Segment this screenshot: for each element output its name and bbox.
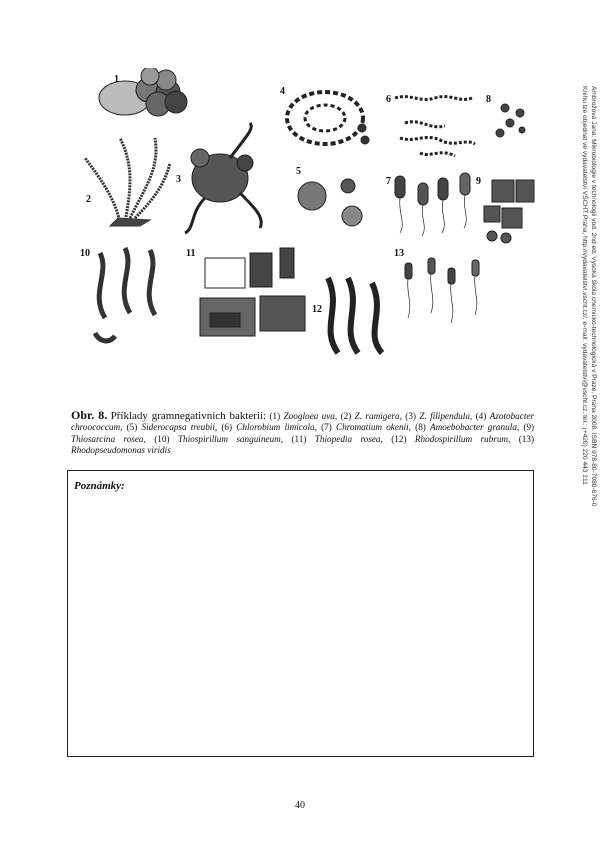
bacteria-drawings	[80, 68, 540, 358]
caption-item-separator: ,	[314, 422, 322, 433]
caption-item-separator: ,	[508, 433, 519, 444]
caption-item-separator: ,	[469, 411, 476, 421]
caption-item-species: Chromatium okenii	[335, 422, 409, 433]
caption-item-species: Rhodospirillum rubrum	[414, 433, 509, 444]
panel-number: 5	[296, 166, 301, 177]
caption-item-number: (7)	[321, 422, 336, 433]
caption-item-separator: ,	[214, 422, 222, 433]
caption-item-number: (13)	[518, 433, 535, 444]
amoebobacter-drawing	[496, 104, 525, 137]
caption-item-species: Thiosarcina rosea	[71, 433, 144, 444]
notes-box[interactable]	[67, 470, 534, 757]
caption-item-species: Amoebobacter granula	[430, 422, 517, 433]
thiosarcina-drawing	[484, 180, 534, 243]
page-number: 40	[295, 800, 305, 811]
caption-item-species: Z. ramigera	[354, 411, 400, 421]
caption-item-separator: ,	[408, 422, 416, 433]
caption-item-number: (12)	[391, 433, 415, 444]
panel-number: 1	[114, 74, 119, 85]
caption-item-number: (10)	[154, 433, 178, 444]
caption-item-separator: ,	[280, 433, 292, 444]
caption-item-species: Zoogloea uva	[283, 411, 335, 421]
caption-item-species: Thiospirillum sanguineum	[177, 433, 281, 444]
panel-number: 3	[176, 174, 181, 185]
side-note-line-1: Ambrožová Jana: Mikrobiologie v technologii vod. 2nd ed. Vysoká škola chemicko-technologická v Praze, Praha 2008. ISBN 978-80-7080-676-0	[590, 86, 597, 507]
panel-number: 6	[386, 94, 391, 105]
caption-item-number: (6)	[221, 422, 237, 433]
panel-number: 11	[186, 248, 196, 259]
caption-item-number: (2)	[340, 411, 355, 421]
siderocapsa-drawing	[298, 179, 362, 226]
caption-item-number: (11)	[291, 433, 315, 444]
panel-number: 7	[386, 176, 391, 187]
caption-item-species: Azotobacter chroococcum	[71, 411, 535, 433]
caption-item-number: (1)	[269, 411, 284, 421]
zoogloea-uva-drawing	[99, 68, 187, 116]
rhodopseudomonas-drawing	[405, 258, 479, 323]
panel-number: 8	[486, 94, 491, 105]
side-note-line-2: Knihu lze objednat ve vydavatelství VŠCHT Praha, http://vydavatelstvi.vscht.cz/, e-mail: vydavatelstvi@vscht.cz, tel.: (+420) 220 443 211	[581, 86, 588, 485]
side-publication-note	[568, 86, 598, 646]
caption-item-separator: ,	[516, 422, 524, 433]
bacteria-illustration	[80, 68, 540, 358]
caption-item-species: Z. filipendula	[419, 411, 470, 421]
figure-caption	[71, 410, 534, 457]
panel-number: 13	[394, 248, 404, 259]
caption-item-separator: ,	[380, 433, 392, 444]
caption-item-species: Siderocapsa treubii	[141, 422, 215, 433]
panel-number: 2	[86, 194, 91, 205]
caption-figure-label: Obr. 8.	[71, 408, 108, 422]
caption-item-number: (3)	[405, 411, 420, 421]
thiopedia-drawing	[200, 248, 305, 336]
caption-item-number: (8)	[415, 422, 431, 433]
caption-item-separator: ,	[334, 411, 341, 421]
panel-number: 10	[80, 248, 90, 259]
caption-item-species: Chlorobium limicola	[236, 422, 315, 433]
panel-number: 9	[476, 176, 481, 187]
zoogloea-filipendula-drawing	[185, 123, 261, 233]
panel-number: 12	[312, 304, 322, 315]
caption-item-number: (4)	[475, 411, 490, 421]
zoogloea-ramigera-drawing	[85, 138, 170, 226]
caption-item-separator: ,	[143, 433, 155, 444]
caption-item-separator: ,	[399, 411, 406, 421]
notes-label: Poznámky:	[74, 480, 125, 492]
chlorobium-drawing	[395, 97, 475, 156]
caption-item-number: (5)	[126, 422, 142, 433]
caption-intro: Příklady gramnegativních bakterií:	[110, 410, 267, 422]
caption-item-species: Thiopedia rosea	[314, 433, 381, 444]
caption-item-number: (9)	[523, 422, 535, 433]
thiospirillum-drawing	[95, 248, 155, 341]
azotobacter-drawing	[287, 92, 369, 144]
panel-number: 4	[280, 86, 285, 97]
caption-item-separator: ,	[120, 422, 127, 433]
rhodospirillum-drawing	[328, 278, 382, 353]
caption-item-species: Rhodopseudomonas viridis	[71, 445, 171, 456]
chromatium-drawing	[395, 173, 470, 236]
